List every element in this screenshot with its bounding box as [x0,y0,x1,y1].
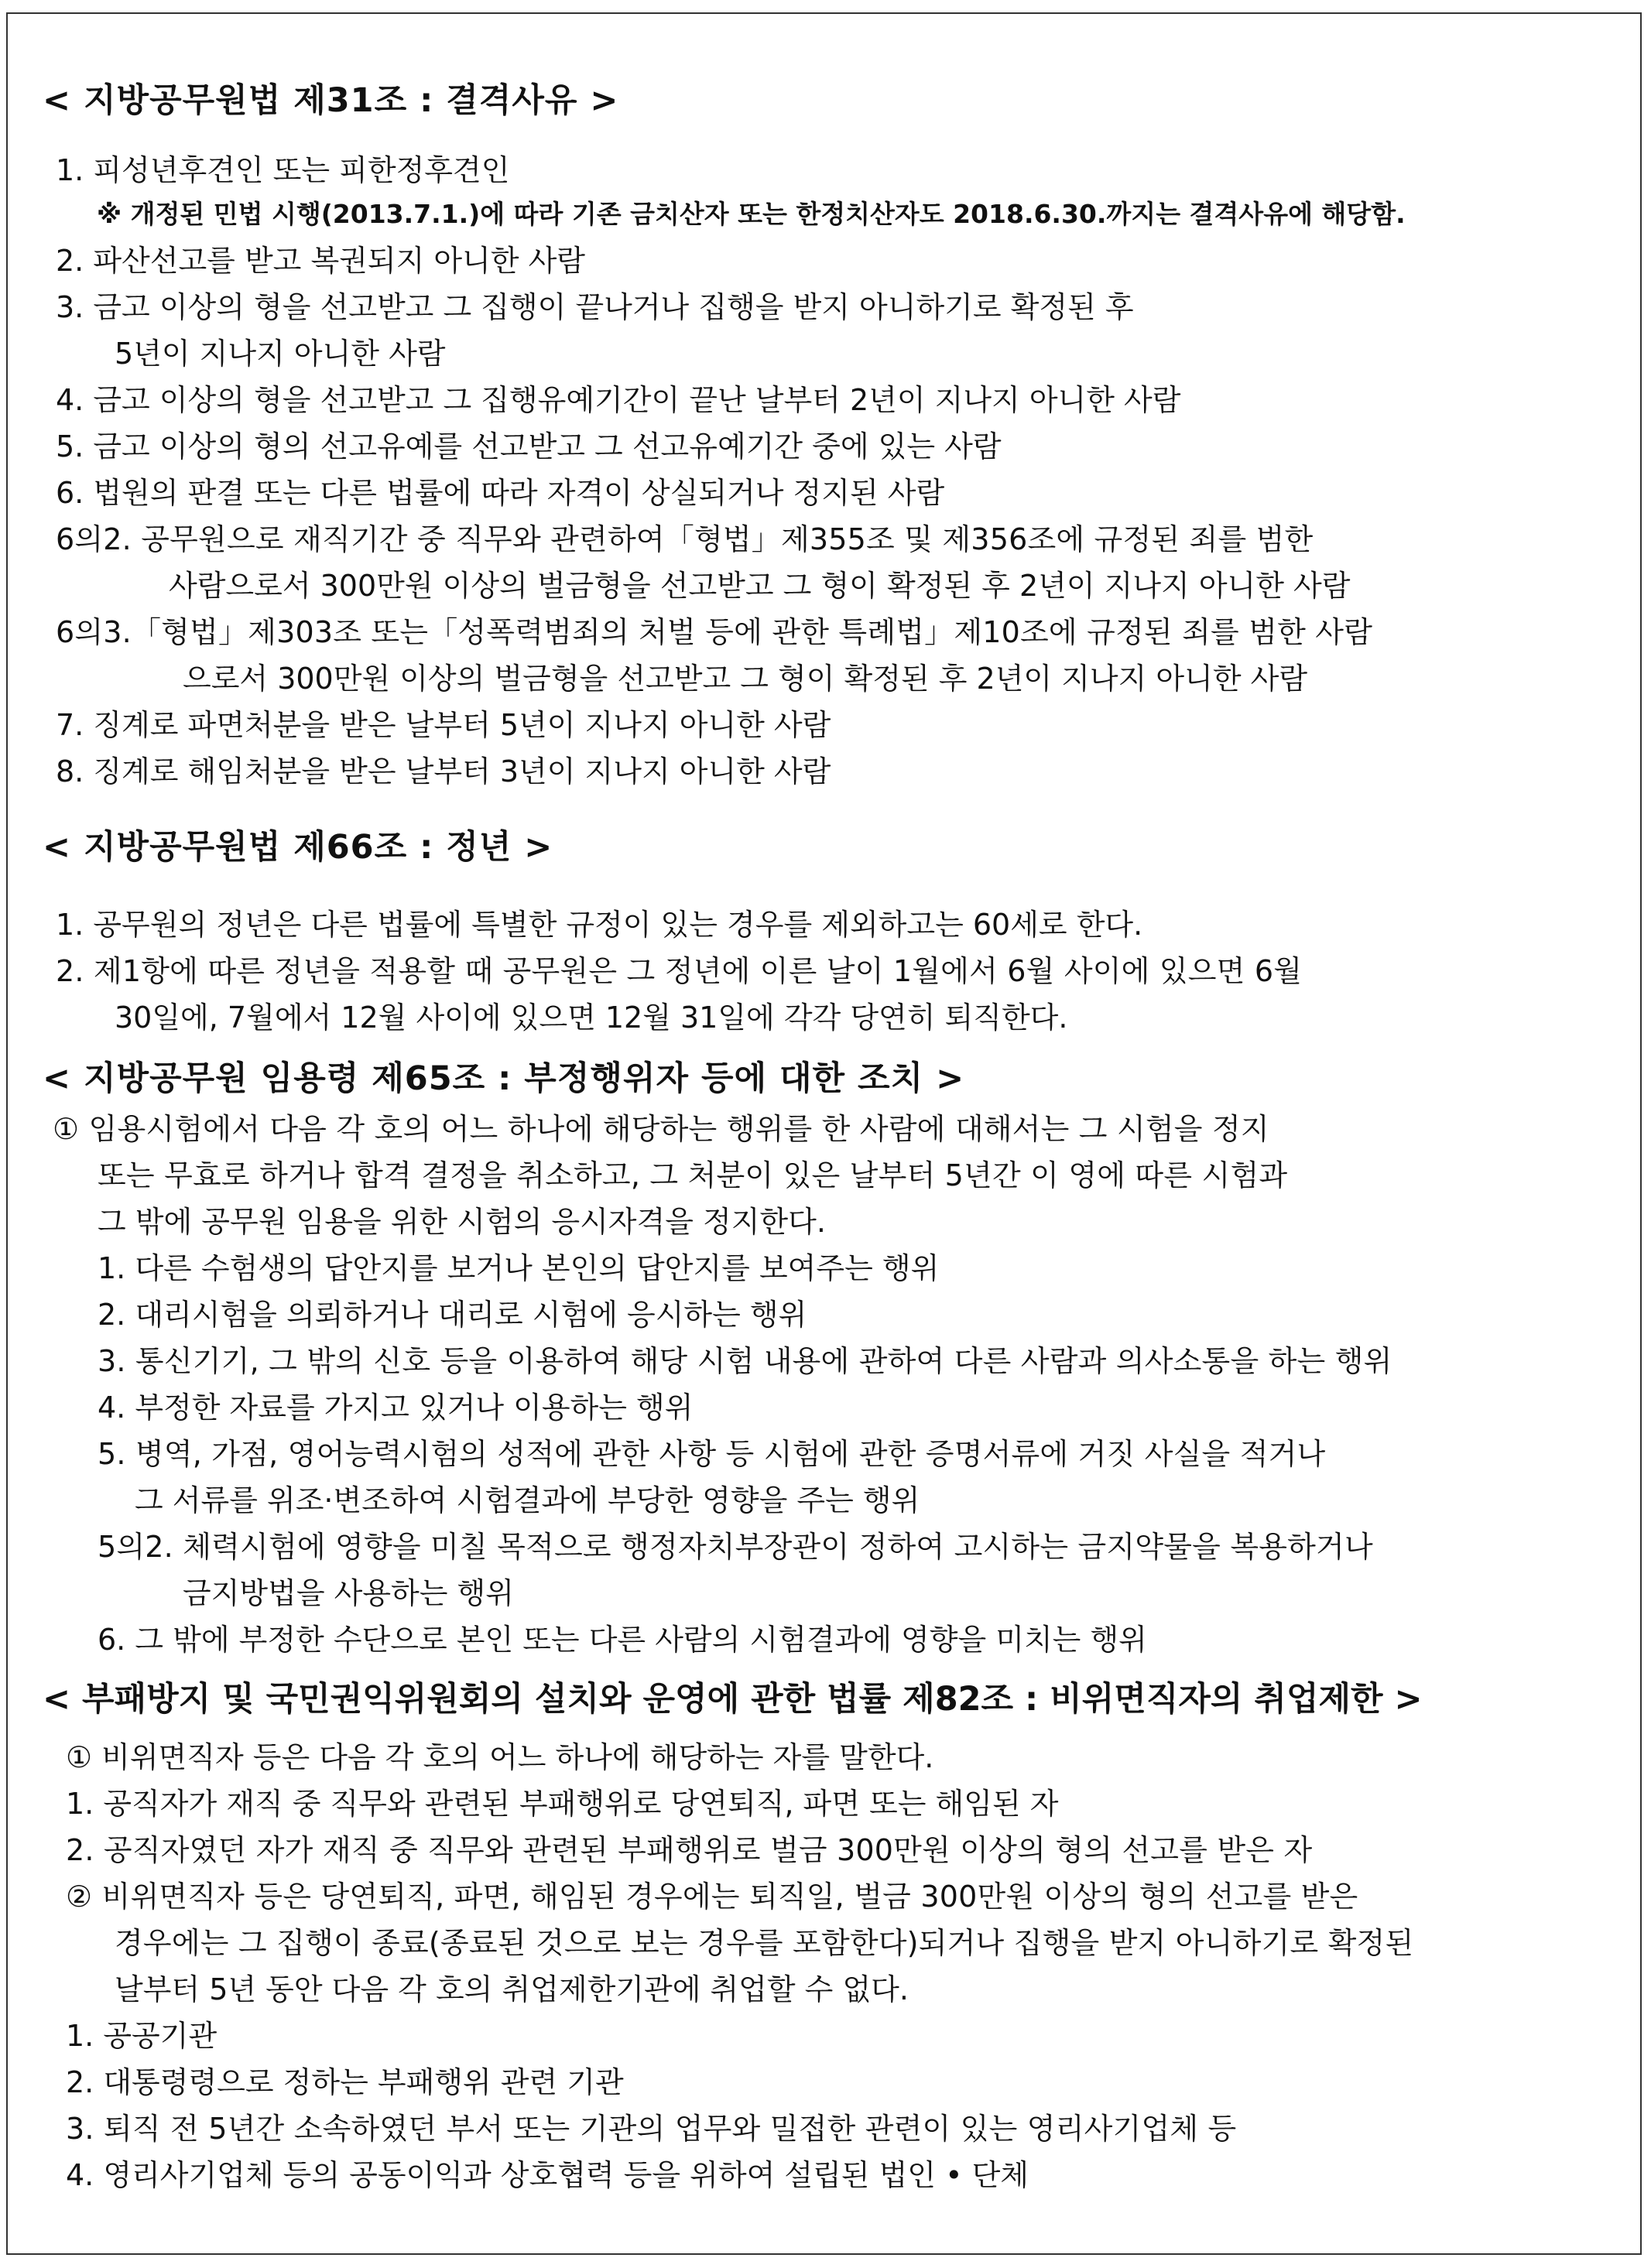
section-heading: < 지방공무원법 제66조 : 정년 > [43,828,553,867]
section-heading: < 부패방지 및 국민권익위원회의 설치와 운영에 관한 법률 제82조 : 비위면직자의 취업제한 > [43,1680,1423,1719]
list-item-continuation: 그 서류를 위조·변조하여 시험결과에 부당한 영향을 주는 행위 [135,1483,920,1517]
list-item: 4. 부정한 자료를 가지고 있거나 이용하는 행위 [98,1391,694,1425]
list-item-continuation: 금지방법을 사용하는 행위 [183,1576,514,1610]
list-item: 1. 공직자가 재직 중 직무와 관련된 부패행위로 당연퇴직, 파면 또는 해임된 자 [66,1787,1059,1821]
paragraph: ② 비위면직자 등은 당연퇴직, 파면, 해임된 경우에는 퇴직일, 벌금 300만원 이상의 형의 선고를 받은 [66,1880,1358,1914]
list-item: 2. 대통령령으로 정하는 부패행위 관련 기관 [66,2065,624,2099]
list-item: 6의3.「형법」제303조 또는「성폭력범죄의 처벌 등에 관한 특례법」제10조에 규정된 죄를 범한 사람 [56,615,1373,649]
paragraph-continuation: 날부터 5년 동안 다음 각 호의 취업제한기관에 취업할 수 없다. [115,1972,909,2006]
paragraph-continuation: 그 밖에 공무원 임용을 위한 시험의 응시자격을 정지한다. [98,1205,826,1239]
list-item-continuation: 30일에, 7월에서 12월 사이에 있으면 12월 31일에 각각 당연히 퇴직한다. [115,1001,1068,1035]
list-item: 6. 법원의 판결 또는 다른 법률에 따라 자격이 상실되거나 정지된 사람 [56,476,945,510]
section-heading: < 지방공무원법 제31조 : 결격사유 > [43,81,619,120]
list-item-continuation: 사람으로서 300만원 이상의 벌금형을 선고받고 그 형이 확정된 후 2년이 지나지 아니한 사람 [169,569,1351,603]
list-item: 1. 다른 수험생의 답안지를 보거나 본인의 답안지를 보여주는 행위 [98,1251,940,1285]
list-item: 4. 금고 이상의 형을 선고받고 그 집행유예기간이 끝난 날부터 2년이 지나지 아니한 사람 [56,383,1181,417]
list-item: 2. 파산선고를 받고 복권되지 아니한 사람 [56,244,585,278]
document-frame [6,12,1642,2255]
list-item: 7. 징계로 파면처분을 받은 날부터 5년이 지나지 아니한 사람 [56,708,831,742]
list-item: 3. 통신기기, 그 밖의 신호 등을 이용하여 해당 시험 내용에 관하여 다른 사람과 의사소통을 하는 행위 [98,1344,1392,1378]
list-item: 4. 영리사기업체 등의 공동이익과 상호협력 등을 위하여 설립된 법인 • 단체 [66,2158,1029,2192]
paragraph-continuation: 또는 무효로 하거나 합격 결정을 취소하고, 그 처분이 있은 날부터 5년간 이 영에 따른 시험과 [98,1158,1288,1192]
list-item: 6. 그 밖에 부정한 수단으로 본인 또는 다른 사람의 시험결과에 영향을 미치는 행위 [98,1623,1147,1657]
list-item: 1. 공무원의 정년은 다른 법률에 특별한 규정이 있는 경우를 제외하고는 60세로 한다. [56,908,1143,942]
list-item: 5. 금고 이상의 형의 선고유예를 선고받고 그 선고유예기간 중에 있는 사람 [56,429,1002,464]
list-item: 3. 퇴직 전 5년간 소속하였던 부서 또는 기관의 업무와 밀접한 관련이 있는 영리사기업체 등 [66,2112,1237,2146]
paragraph: ① 임용시험에서 다음 각 호의 어느 하나에 해당하는 행위를 한 사람에 대해서는 그 시험을 정지 [53,1112,1269,1146]
list-item: 5. 병역, 가점, 영어능력시험의 성적에 관한 사항 등 시험에 관한 증명서류에 거짓 사실을 적거나 [98,1437,1326,1471]
list-item: 2. 대리시험을 의뢰하거나 대리로 시험에 응시하는 행위 [98,1298,807,1332]
paragraph: ① 비위면직자 등은 다음 각 호의 어느 하나에 해당하는 자를 말한다. [66,1740,934,1774]
list-item: 6의2. 공무원으로 재직기간 중 직무와 관련하여「형법」제355조 및 제356조에 규정된 죄를 범한 [56,522,1314,556]
list-item: 8. 징계로 해임처분을 받은 날부터 3년이 지나지 아니한 사람 [56,754,831,788]
list-item: 2. 제1항에 따른 정년을 적용할 때 공무원은 그 정년에 이른 날이 1월에서 6월 사이에 있으면 6월 [56,954,1303,988]
note-line: ※ 개정된 민법 시행(2013.7.1.)에 따라 기존 금치산자 또는 한정치산자도 2018.6.30.까지는 결격사유에 해당함. [97,199,1406,229]
section-heading: < 지방공무원 임용령 제65조 : 부정행위자 등에 대한 조치 > [43,1059,965,1098]
list-item-continuation: 으로서 300만원 이상의 벌금형을 선고받고 그 형이 확정된 후 2년이 지나지 아니한 사람 [183,662,1308,696]
paragraph-continuation: 경우에는 그 집행이 종료(종료된 것으로 보는 경우를 포함한다)되거나 집행을 받지 아니하기로 확정된 [115,1926,1414,1960]
list-item: 1. 피성년후견인 또는 피한정후견인 [56,153,510,187]
list-item: 2. 공직자였던 자가 재직 중 직무와 관련된 부패행위로 벌금 300만원 이상의 형의 선고를 받은 자 [66,1833,1313,1867]
list-item-continuation: 5년이 지나지 아니한 사람 [115,337,446,371]
list-item: 1. 공공기관 [66,2019,218,2053]
list-item: 3. 금고 이상의 형을 선고받고 그 집행이 끝나거나 집행을 받지 아니하기로 확정된 후 [56,290,1134,324]
list-item: 5의2. 체력시험에 영향을 미칠 목적으로 행정자치부장관이 정하여 고시하는 금지약물을 복용하거나 [98,1530,1373,1564]
